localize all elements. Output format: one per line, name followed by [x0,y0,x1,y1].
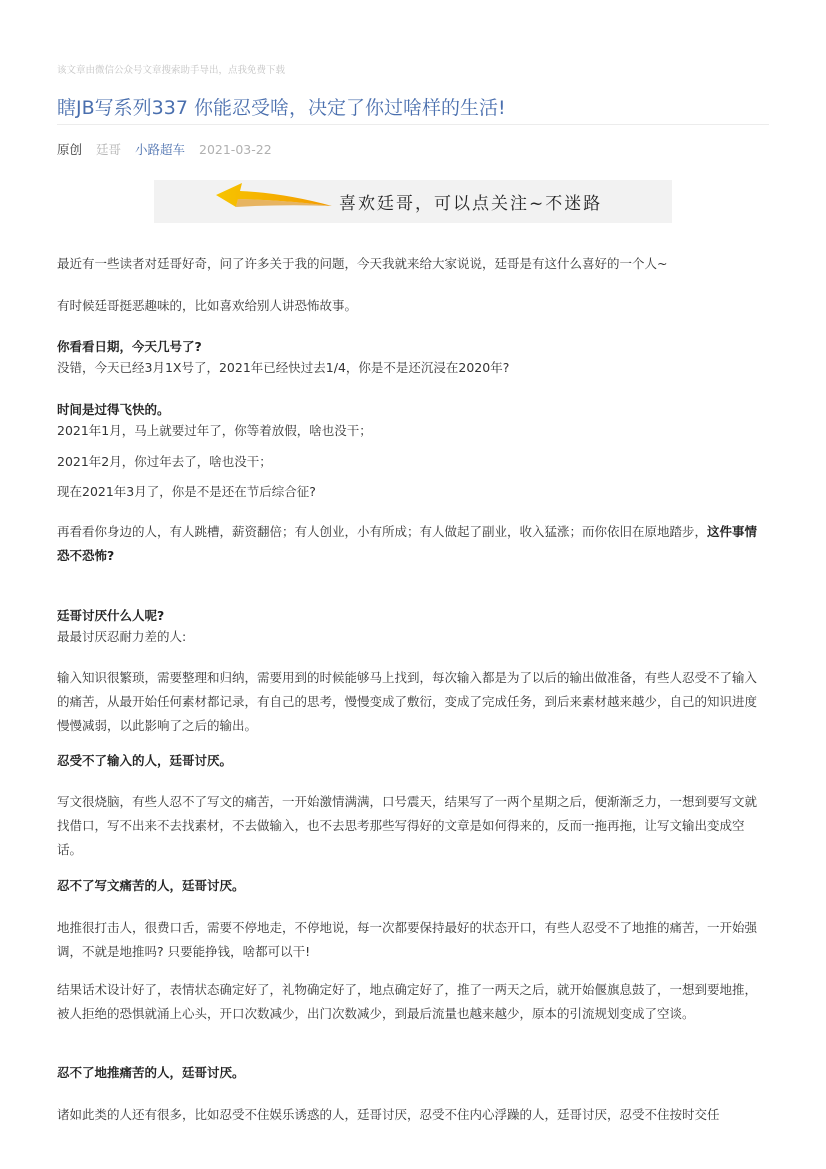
original-badge: 原创 [57,142,83,157]
paragraph: 现在2021年3月了，你是不是还在节后综合征? [57,484,316,499]
paragraph: 最最讨厌忍耐力差的人: [57,629,187,644]
paragraph: 结果话术设计好了，表情状态确定好了，礼物确定好了，地点确定好了，推了一两天之后，就开始偃旗息鼓了，一想到要地推，被人拒绝的恐惧就涌上心头，开口次数减少，出门次数减少，到最后流量也越来越少，原本的引流规划变成了空谈。 [57,982,758,1021]
section-heading: 忍不了写文痛苦的人，廷哥讨厌。 [57,878,245,893]
article-title: 瞎JB写系列337 你能忍受啥，决定了你过啥样的生活! [57,97,506,119]
section-heading: 时间是过得飞快的。 [57,402,170,417]
paragraph: 有时候廷哥挺恶趣味的，比如喜欢给别人讲恐怖故事。 [57,298,358,313]
paragraph: 2021年1月，马上就要过年了，你等着放假，啥也没干； [57,423,372,438]
emphasis-text: 这件事情恐不恐怖? [57,524,758,563]
author-name: 廷哥 [96,142,122,157]
article-meta [57,140,282,158]
paragraph: 最近有一些读者对廷哥好奇，问了许多关于我的问题，今天我就来给大家说说，廷哥是有这什么喜好的一个人~ [57,256,668,271]
export-notice-link[interactable]: 该文章由微信公众号文章搜索助手导出，点我免费下载 [57,65,286,76]
account-link[interactable]: 小路超车 [135,142,186,157]
follow-banner [154,180,672,223]
section-heading: 你看看日期，今天几号了? [57,339,202,354]
paragraph: 诸如此类的人还有很多，比如忍受不住娱乐诱惑的人，廷哥讨厌，忍受不住内心浮躁的人，廷哥讨厌，忍受不住按时交任 [57,1107,720,1122]
publish-date: 2021-03-22 [199,142,272,157]
paragraph: 输入知识很繁琐，需要整理和归纳，需要用到的时候能够马上找到，每次输入都是为了以后的输出做准备，有些人忍受不了输入的痛苦，从最开始任何素材都记录，有自己的思考，慢慢变成了敷衍，变成了完成任务，到后来素材越来越少，自己的知识进度慢慢减弱，以此影响了之后的输出。 [57,670,758,733]
section-heading: 忍不了地推痛苦的人，廷哥讨厌。 [57,1065,245,1080]
banner-text: 喜欢廷哥，可以点关注~不迷路 [339,194,603,214]
paragraph: 地推很打击人，很费口舌，需要不停地走，不停地说，每一次都要保持最好的状态开口，有些人忍受不了地推的痛苦，一开始强调，不就是地推吗? 只要能挣钱，啥都可以干! [57,920,758,959]
paragraph: 写文很烧脑，有些人忍不了写文的痛苦，一开始激情满满，口号震天，结果写了一两个星期之后，便渐渐乏力，一想到要写文就找借口，写不出来不去找素材，不去做输入，也不去思考那些写得好的文章是如何得来的，反而一拖再拖，让写文输出变成空话。 [57,794,758,857]
section-heading: 廷哥讨厌什么人呢? [57,608,165,623]
paragraph [57,520,769,568]
section-heading: 忍受不了输入的人，廷哥讨厌。 [57,753,233,768]
paragraph-text: 再看看你身边的人，有人跳槽，薪资翻倍；有人创业，小有所成；有人做起了副业，收入猛涨；而你依旧在原地踏步， [57,524,708,539]
paragraph: 没错，今天已经3月1X号了，2021年已经快过去1/4，你是不是还沉浸在2020年? [57,360,510,375]
arrow-icon [154,180,334,223]
paragraph: 2021年2月，你过年去了，啥也没干； [57,454,272,469]
title-divider [57,124,769,125]
